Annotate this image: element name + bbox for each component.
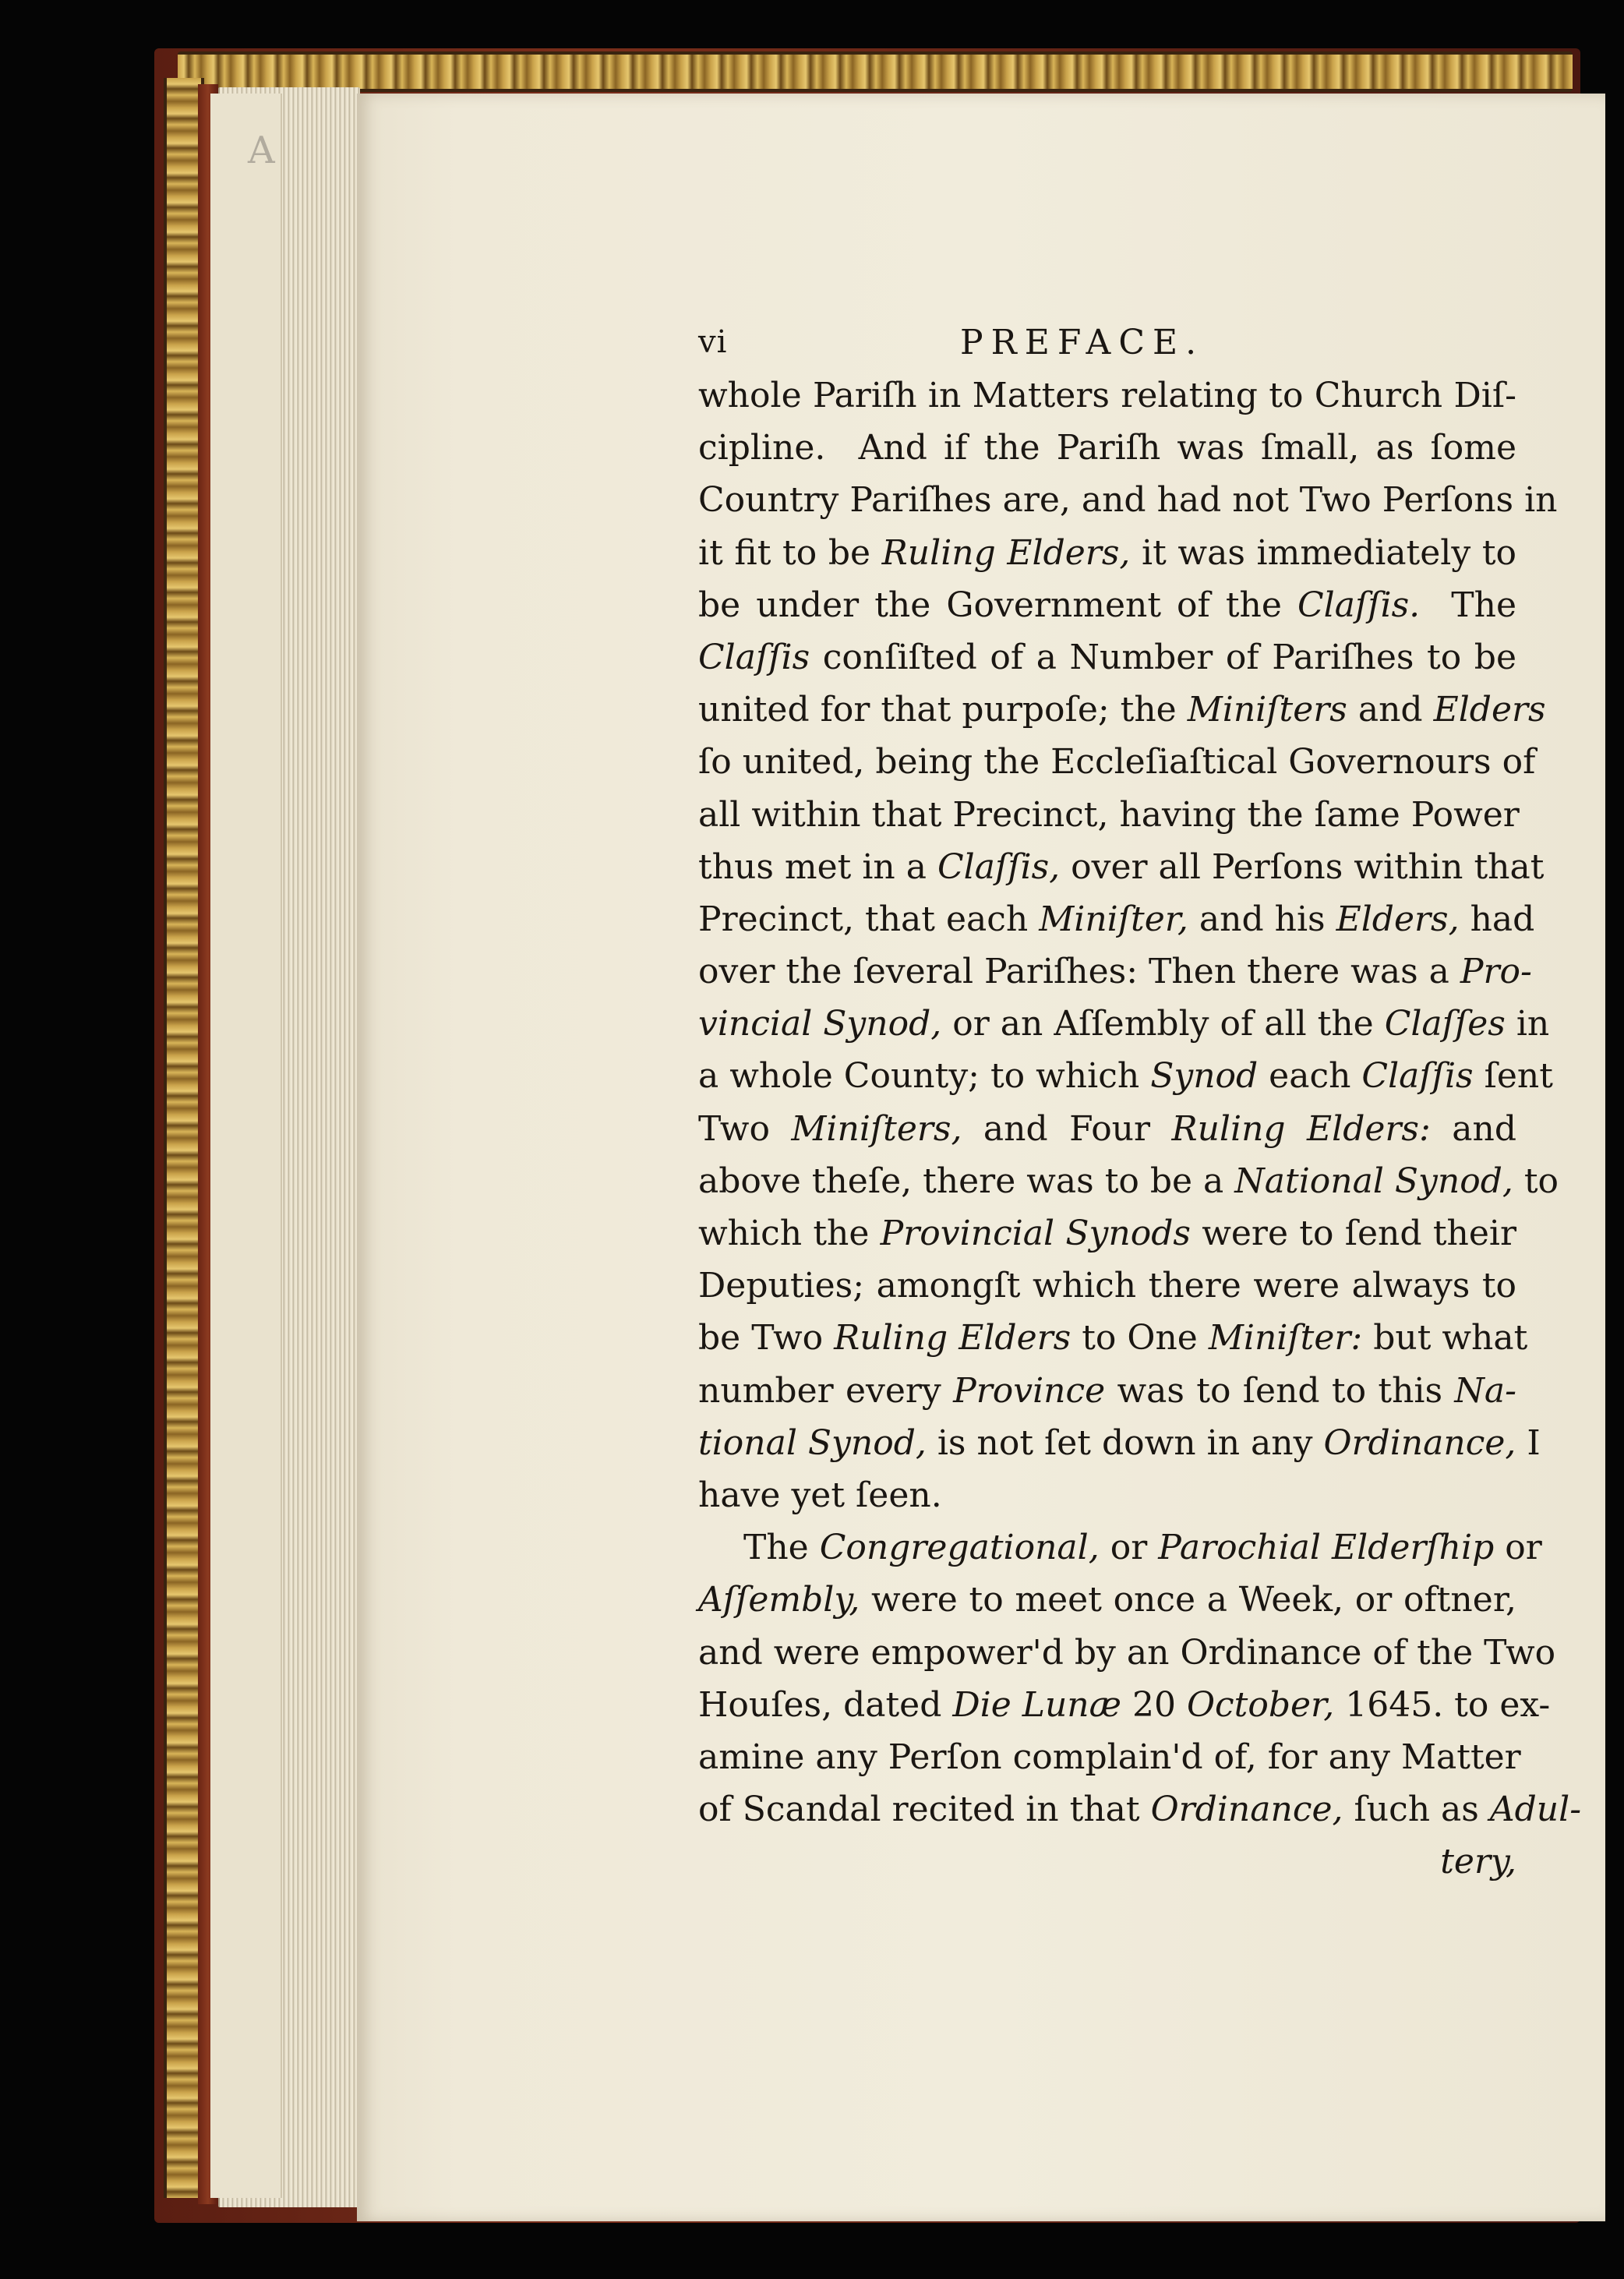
roman-text: conſiſted of a Number of Pariſhes to be xyxy=(810,637,1516,677)
flyleaf-pencil-mark: A xyxy=(248,129,275,172)
text-line xyxy=(698,1207,1516,1260)
text-line xyxy=(698,474,1558,526)
roman-text: it fit to be xyxy=(698,532,882,573)
roman-text: and his xyxy=(1188,899,1336,939)
italic-text: Province xyxy=(953,1370,1106,1411)
italic-text: Elders xyxy=(1433,690,1546,730)
text-line xyxy=(698,945,1532,998)
running-title: PREFACE. xyxy=(960,323,1205,362)
italic-text: Claſſis. xyxy=(1297,585,1421,625)
roman-text: to One xyxy=(1071,1318,1209,1359)
text-line xyxy=(698,1627,1556,1679)
italic-text: Miniſter: xyxy=(1208,1318,1363,1359)
roman-text: to xyxy=(1513,1161,1559,1201)
text-line xyxy=(698,893,1535,945)
roman-text: united for that purpoſe; the xyxy=(698,690,1188,730)
roman-text: Houſes, dated xyxy=(698,1684,953,1725)
text-line xyxy=(698,684,1546,736)
italic-text: Provincial Synods xyxy=(880,1214,1191,1253)
roman-text: or an Aſſembly of all the xyxy=(941,1004,1385,1044)
italic-text: Aſſembly, xyxy=(698,1580,860,1620)
roman-text: ſo united, being the Eccleſiaſtical Governours of xyxy=(698,742,1536,783)
roman-text: amine any Perſon complain'd of, for any Matter xyxy=(698,1737,1521,1777)
roman-text: it was immediately to xyxy=(1130,532,1517,573)
roman-text: Deputies; amongſt which there were always to xyxy=(698,1266,1516,1306)
roman-text: and xyxy=(1347,690,1434,730)
italic-text: tional Synod, xyxy=(698,1422,927,1463)
roman-text: cipline. And if the Pariſh was ſmall, as ſome xyxy=(698,428,1516,468)
roman-text: Two xyxy=(698,1108,792,1149)
roman-text: over the ſeveral Pariſhes: Then there was a xyxy=(698,952,1460,992)
roman-text: each xyxy=(1258,1056,1362,1097)
flyleaf xyxy=(210,94,282,2198)
text-line xyxy=(698,841,1545,893)
italic-text: Na- xyxy=(1454,1370,1516,1411)
body-text xyxy=(698,369,1582,1836)
italic-text: Ruling Elders, xyxy=(881,532,1131,573)
italic-text: Parochial Elderſhip xyxy=(1158,1528,1495,1568)
italic-text: Synod xyxy=(1150,1056,1259,1097)
text-line xyxy=(698,1365,1516,1417)
text-line xyxy=(698,1417,1541,1469)
roman-text: ſent xyxy=(1473,1056,1553,1097)
text-block xyxy=(698,318,1582,1888)
roman-text: and xyxy=(1430,1108,1516,1149)
text-line xyxy=(698,1050,1553,1102)
roman-text: number every xyxy=(698,1370,954,1411)
italic-text: Miniſters xyxy=(1187,690,1347,730)
roman-text: whole Pariſh in Matters relating to Church Diſ- xyxy=(698,376,1516,415)
roman-text: is not ſet down in any xyxy=(926,1422,1324,1463)
text-line xyxy=(698,1679,1551,1731)
text-line xyxy=(698,1260,1516,1312)
roman-text: but what xyxy=(1362,1318,1528,1359)
roman-text: a whole County; to which xyxy=(698,1056,1151,1097)
text-line xyxy=(698,998,1550,1050)
roman-text: thus met in a xyxy=(698,846,937,887)
roman-text: were to ſend their xyxy=(1190,1214,1516,1253)
text-line xyxy=(698,1312,1528,1364)
roman-text: Precinct, that each xyxy=(698,899,1040,939)
text-line xyxy=(698,736,1536,788)
roman-text: or xyxy=(1099,1528,1159,1568)
roman-text: and Four xyxy=(962,1108,1172,1149)
text-line xyxy=(698,1574,1516,1626)
text-line xyxy=(698,1103,1516,1155)
roman-text: The xyxy=(1420,585,1516,625)
italic-text: Ordinance, xyxy=(1323,1422,1516,1463)
roman-text: was to ſend to this xyxy=(1105,1370,1455,1411)
roman-text: 1645. to ex- xyxy=(1334,1684,1551,1725)
running-head xyxy=(698,318,1516,369)
text-line xyxy=(698,369,1516,422)
text-line xyxy=(698,1783,1582,1836)
roman-text: had xyxy=(1459,899,1535,939)
italic-text: Elders, xyxy=(1336,899,1460,939)
italic-text: Ruling Elders: xyxy=(1171,1108,1431,1149)
roman-text: in xyxy=(1505,1004,1550,1044)
italic-text: October, xyxy=(1186,1684,1335,1725)
italic-text: National Synod, xyxy=(1234,1161,1513,1201)
roman-text: over all Perſons within that xyxy=(1060,846,1545,887)
text-line xyxy=(698,789,1520,841)
text-line xyxy=(698,1731,1521,1783)
italic-text: Claſſes xyxy=(1384,1004,1506,1044)
roman-text: The xyxy=(743,1528,820,1568)
italic-text: Ordinance, xyxy=(1150,1790,1343,1830)
text-line xyxy=(698,422,1516,474)
italic-text: Adul- xyxy=(1489,1790,1582,1830)
roman-text: ſuch as xyxy=(1343,1790,1490,1830)
text-line xyxy=(698,527,1516,579)
roman-text: which the xyxy=(698,1214,881,1253)
text-line xyxy=(698,631,1516,684)
text-line xyxy=(698,1155,1559,1207)
italic-text: Die Lunæ xyxy=(952,1684,1121,1725)
roman-text: of Scandal recited in that xyxy=(698,1790,1151,1830)
roman-text: Country Pariſhes are, and had not Two Perſons in xyxy=(698,480,1558,521)
roman-text: all within that Precinct, having the ſame Power xyxy=(698,794,1520,835)
roman-text: were to meet once a Week, or oftner, xyxy=(860,1580,1516,1620)
italic-text: vincial Synod, xyxy=(698,1004,942,1044)
roman-text: be under the Government of the xyxy=(698,585,1297,625)
italic-text: Congregational, xyxy=(819,1528,1100,1568)
italic-text: Miniſters, xyxy=(791,1108,962,1149)
catchword: tery, xyxy=(1440,1842,1516,1882)
roman-text: I xyxy=(1516,1422,1541,1463)
italic-text: Claſſis, xyxy=(937,846,1061,887)
roman-text: above theſe, there was to be a xyxy=(698,1161,1235,1201)
roman-text: have yet ſeen. xyxy=(698,1475,942,1515)
text-line xyxy=(698,1521,1542,1574)
text-line xyxy=(698,579,1516,631)
page-number: vi xyxy=(698,324,728,360)
roman-text: be Two xyxy=(698,1318,835,1359)
italic-text: Pro- xyxy=(1460,952,1532,992)
text-line xyxy=(698,1469,1516,1521)
italic-text: Claſſis xyxy=(1361,1056,1474,1097)
italic-text: Ruling Elders xyxy=(834,1318,1071,1359)
roman-text: 20 xyxy=(1121,1684,1187,1725)
gilt-border-top xyxy=(178,51,1573,92)
italic-text: Miniſter, xyxy=(1039,899,1188,939)
roman-text: or xyxy=(1494,1528,1542,1568)
italic-text: Claſſis xyxy=(698,637,810,677)
roman-text: and were empower'd by an Ordinance of the Two xyxy=(698,1632,1556,1673)
